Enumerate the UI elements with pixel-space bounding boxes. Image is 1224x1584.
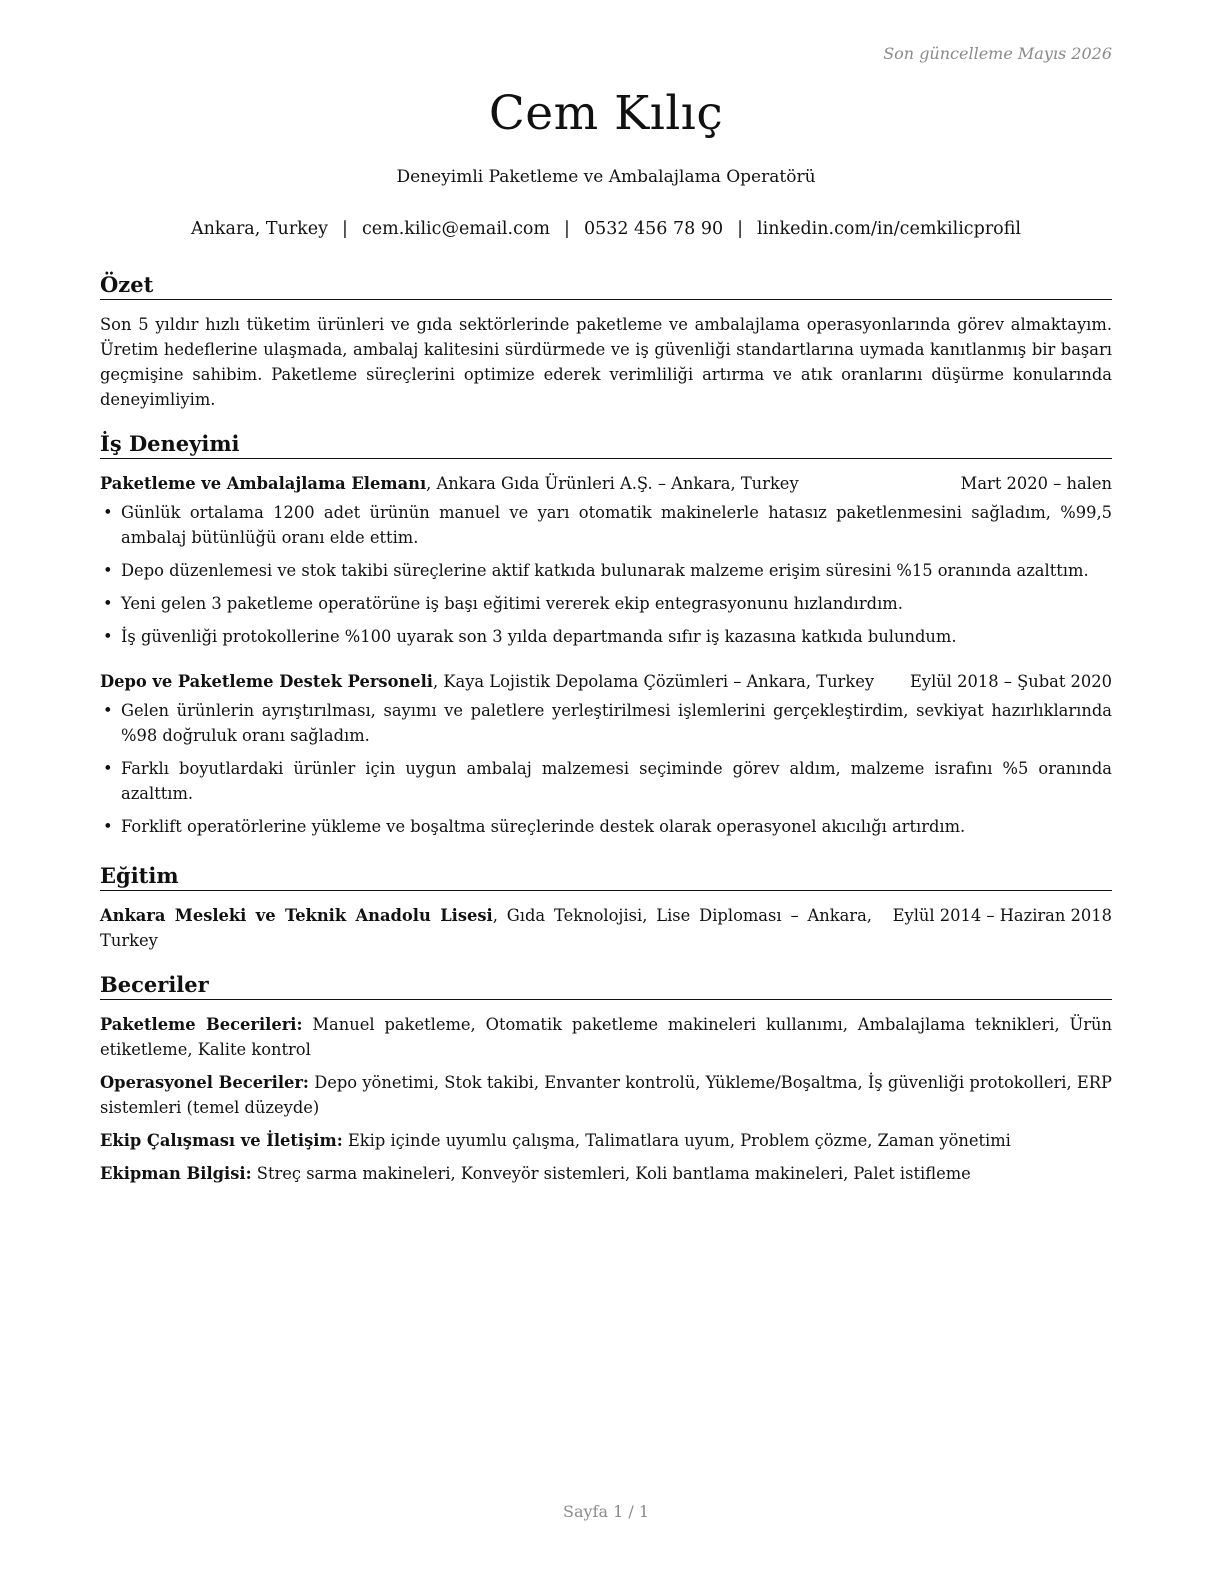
education-title: Eğitim [100,863,1112,891]
bullet-icon: • [103,594,113,613]
skill-text: Depo yönetimi, Stok takibi, Envanter kontrolü, Yükleme/Boşaltma, İş güvenliği protokolleri, ERP sistemleri (temel düzeyde) [100,1073,1112,1117]
skill-label: Ekip Çalışması ve İletişim: [100,1131,343,1150]
education-line [100,903,872,953]
bullet-icon: • [103,561,113,580]
summary-section [100,272,1112,412]
bullet-text: İş güvenliği protokollerine %100 uyarak son 3 yılda departmanda sıfır iş kazasına katkıda bulundum. [121,627,957,646]
bullet-text: Gelen ürünlerin ayrıştırılması, sayımı ve paletlere yerleştirilmesi işlemlerini gerçekleştirdim, sevkiyat hazırlıklarında %98 doğruluk oranı sağladım. [121,701,1112,745]
experience-title: İş Deneyimi [100,431,1112,459]
job-dates: Mart 2020 – halen [960,474,1112,493]
skill-group [100,1012,1112,1062]
bullet-text: Yeni gelen 3 paketleme operatörüne iş başı eğitimi vererek ekip entegrasyonunu hızlandırdım. [121,594,903,613]
contact-separator: | [737,219,744,239]
summary-title: Özet [100,272,1112,300]
contact-separator: | [564,219,570,239]
contact-line [100,219,1112,239]
candidate-name: Cem Kılıç [488,86,724,141]
skill-group [100,1070,1112,1120]
skills-title: Beceriler [100,972,1112,1000]
last-updated-note: Son güncelleme Mayıs 2026 [883,44,1112,63]
bullet-item [100,591,1112,616]
bullet-text: Depo düzenlemesi ve stok takibi süreçlerine aktif katkıda bulunarak malzeme erişim süresini %15 oranında azalttım. [121,561,1089,580]
job-title-line [100,471,799,496]
education-school: Ankara Mesleki ve Teknik Anadolu Lisesi [100,906,493,925]
education-entry [100,903,1112,953]
education-dates: Eylül 2014 – Haziran 2018 [892,906,1112,925]
skill-text: Streç sarma makineleri, Konveyör sistemleri, Koli bantlama makineleri, Palet istifleme [251,1164,971,1183]
bullet-item [100,756,1112,806]
job-entry [100,669,1112,839]
job-role: Paketleme ve Ambalajlama Elemanı [100,474,427,493]
skills-section [100,972,1112,1194]
job-header [100,669,1112,694]
summary-text: Son 5 yıldır hızlı tüketim ürünleri ve gıda sektörlerinde paketleme ve ambalajlama operasyonlarında görev almaktayım. Üretim hedeflerine ulaşmada, ambalaj kalitesini sürdürmede ve iş güvenliği standartlarına uymada kanıtlanmış bir başarı geçmişine sahibim. Paketleme süreçlerini optimize ederek verimliliği artırma ve atık oranlarını düşürme konularında deneyimliyim. [100,315,1112,409]
job-bullets [100,698,1112,839]
bullet-icon: • [103,817,113,836]
bullet-icon: • [103,701,113,720]
bullet-icon: • [103,503,113,522]
bullet-item [100,558,1112,583]
bullet-text: Forklift operatörlerine yükleme ve boşaltma süreçlerinde destek olarak operasyonel akıcılığı artırdım. [121,817,966,836]
job-title-line [100,669,874,694]
bullet-item [100,624,1112,649]
skill-group [100,1161,1112,1186]
skill-label: Paketleme Becerileri: [100,1015,303,1034]
education-section [100,863,1112,953]
skill-label: Ekipman Bilgisi: [100,1164,252,1183]
bullet-text: Farklı boyutlardaki ürünler için uygun ambalaj malzemesi seçiminde görev aldım, malzeme israfını %5 oranında azalttım. [121,759,1112,803]
skill-group [100,1128,1112,1153]
candidate-headline: Deneyimli Paketleme ve Ambalajlama Operatörü [396,167,816,187]
job-organization: , Kaya Lojistik Depolama Çözümleri – Ankara, Turkey [433,672,875,691]
bullet-text: Günlük ortalama 1200 adet ürünün manuel ve yarı otomatik makinelerle hatasız paketlenmesini sağladım, %99,5 ambalaj bütünlüğü oranı elde ettim. [121,503,1112,547]
contact-phone[interactable]: 0532 456 78 90 [583,219,724,239]
bullet-item [100,814,1112,839]
job-role: Depo ve Paketleme Destek Personeli [100,672,433,691]
job-dates: Eylül 2018 – Şubat 2020 [909,672,1112,691]
job-header [100,471,1112,496]
page-number: Sayfa 1 / 1 [562,1502,649,1521]
bullet-item [100,698,1112,748]
contact-email[interactable]: cem.kilic@email.com [361,219,551,239]
bullet-icon: • [103,627,113,646]
experience-section [100,431,1112,847]
education-details: , Gıda Teknolojisi, Lise Diploması – Ankara, Turkey [100,906,872,950]
skill-label: Operasyonel Beceriler: [100,1073,309,1092]
contact-linkedin[interactable]: linkedin.com/in/cemkilicprofil [757,219,1021,239]
contact-separator: | [342,219,348,239]
skill-text: Manuel paketleme, Otomatik paketleme makineleri kullanımı, Ambalajlama teknikleri, Ürün etiketleme, Kalite kontrol [100,1015,1112,1059]
contact-location: Ankara, Turkey [191,219,329,239]
skill-text: Ekip içinde uyumlu çalışma, Talimatlara uyum, Problem çözme, Zaman yönetimi [342,1131,1011,1150]
job-entry [100,471,1112,649]
job-bullets [100,500,1112,649]
bullet-icon: • [103,759,113,778]
bullet-item [100,500,1112,550]
job-organization: , Ankara Gıda Ürünleri A.Ş. – Ankara, Turkey [426,474,799,493]
resume-page [100,0,1112,1584]
